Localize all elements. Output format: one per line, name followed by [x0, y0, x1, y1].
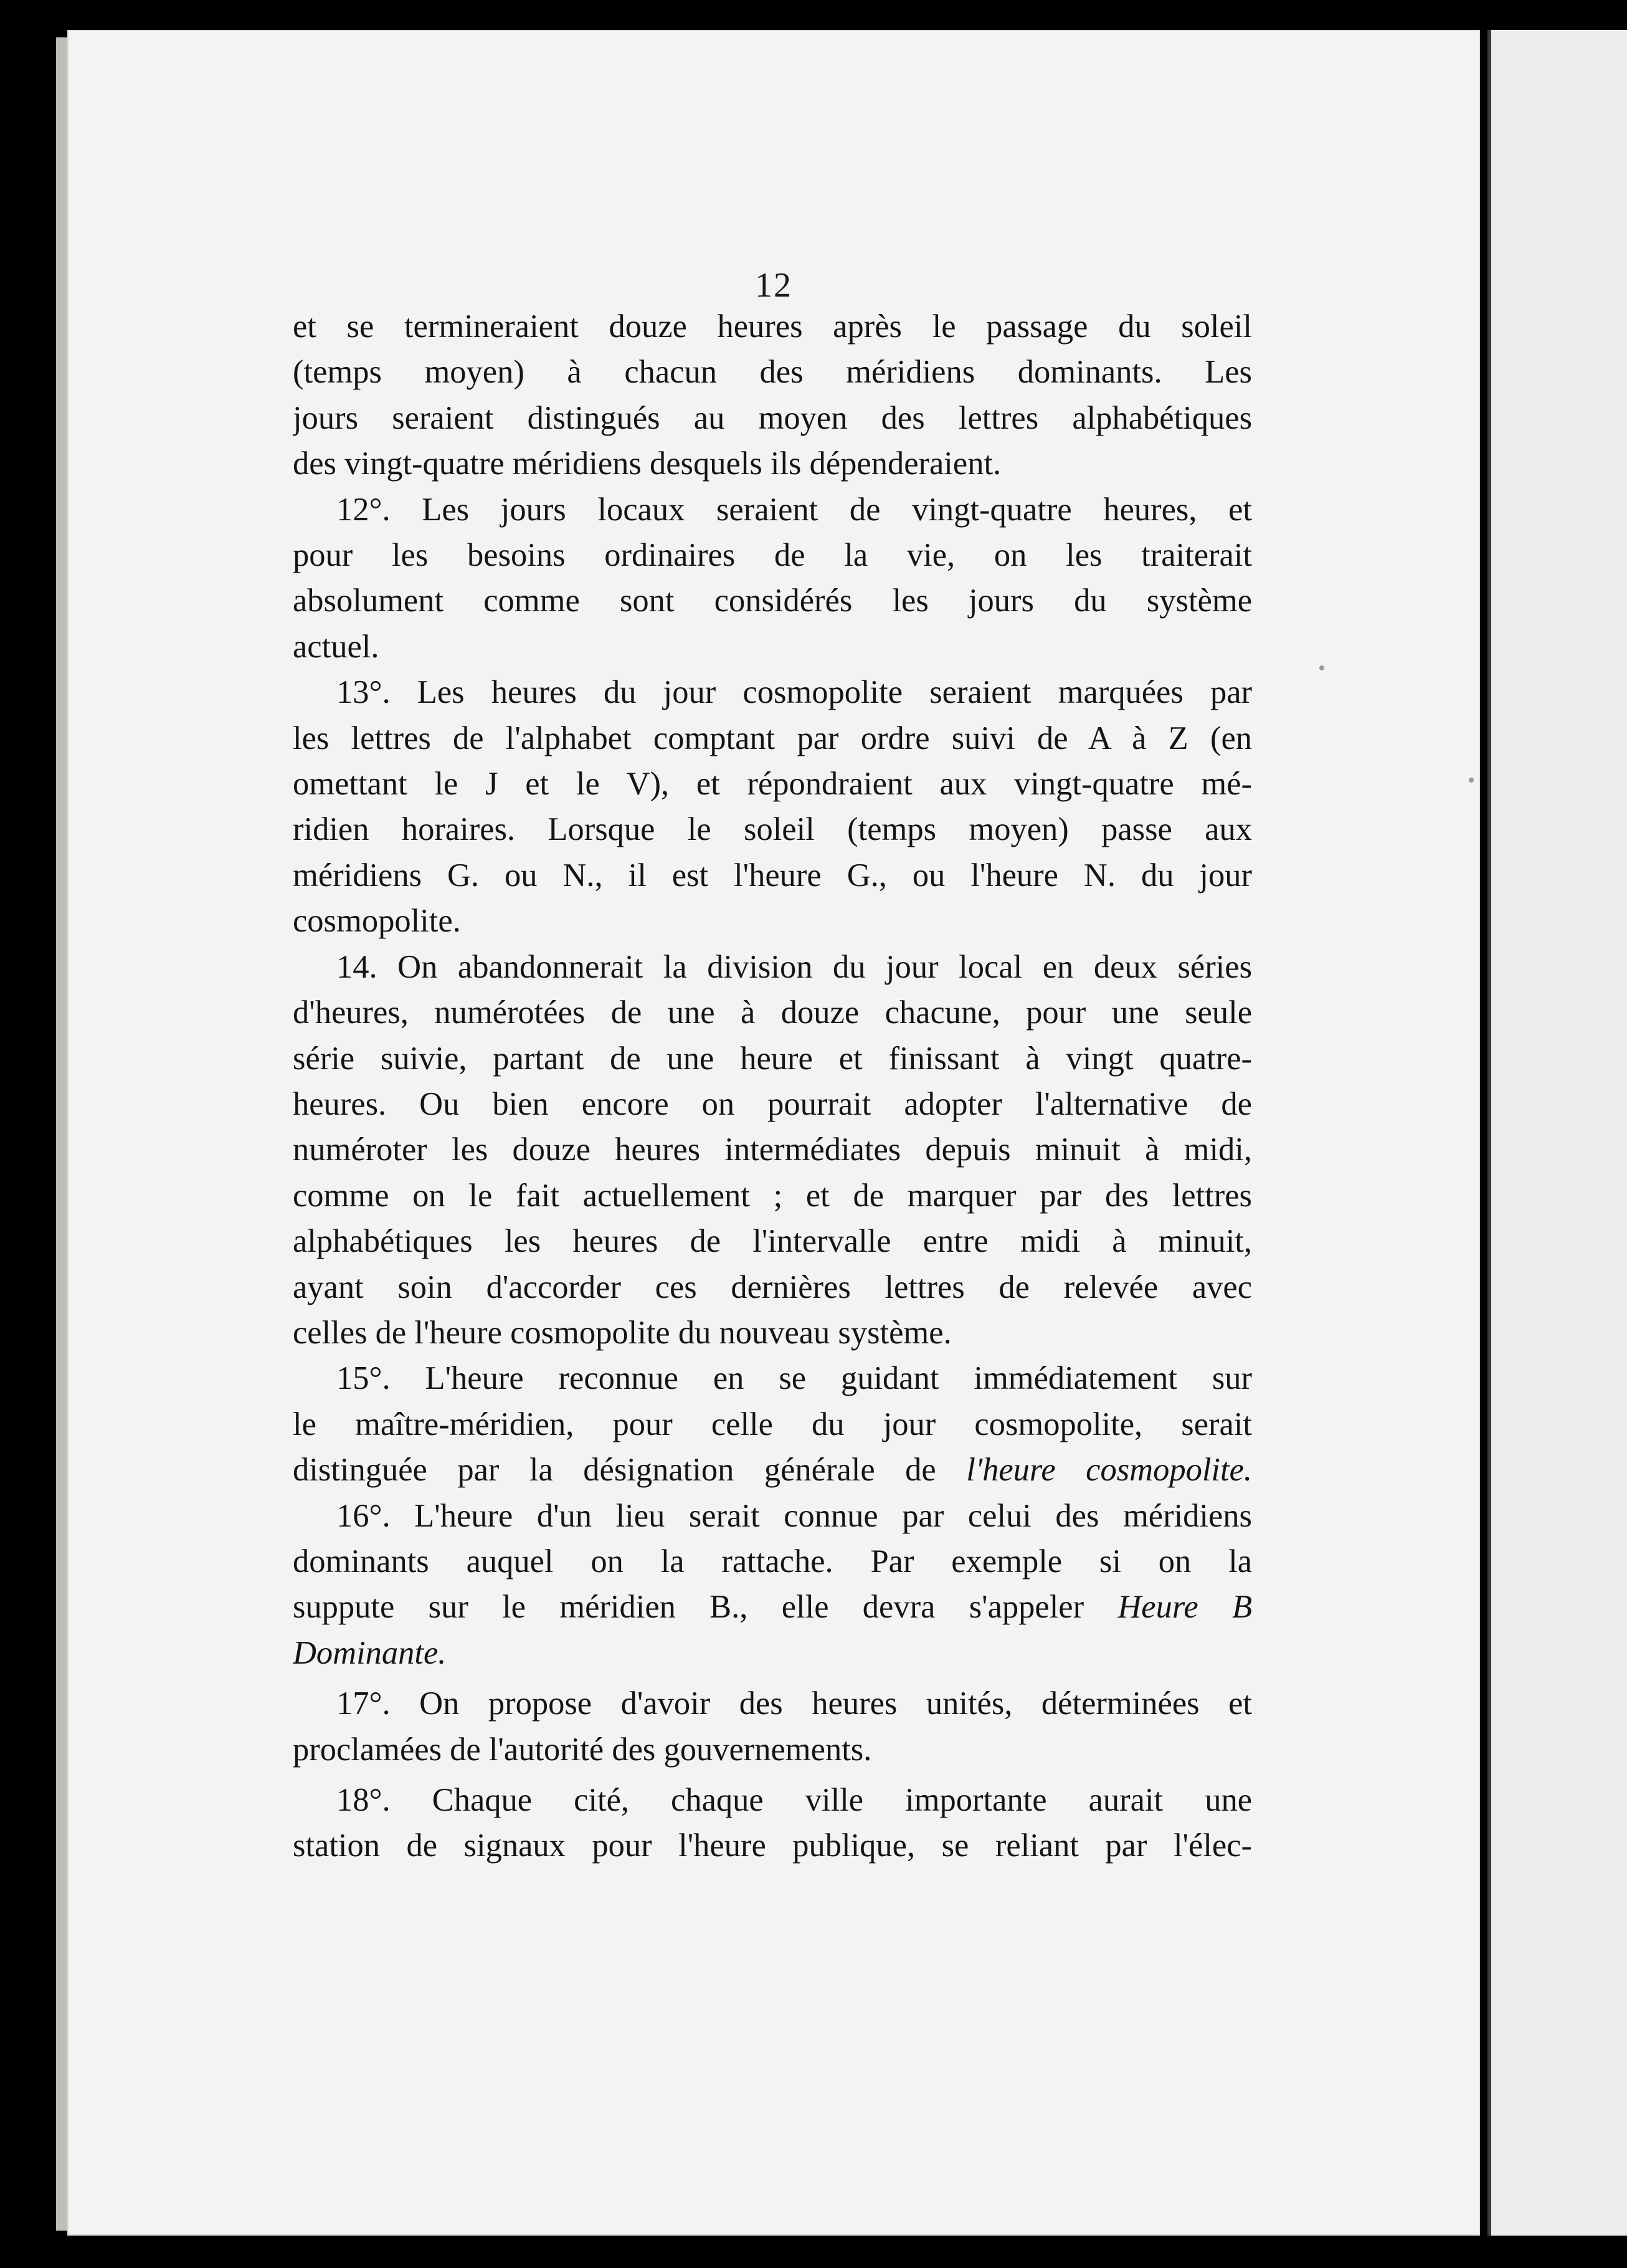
text-run: suppute sur le méridien B., elle devra s'appeler: [293, 1589, 1084, 1626]
text-line: heures. Ou bien encore on pourrait adopter l'alternative de: [293, 1085, 1252, 1122]
paragraph-17-start: 17°. On propose d'avoir des heures unités, déterminées et: [336, 1685, 1252, 1722]
text-line: ayant soin d'accorder ces dernières lettres de relevée avec: [293, 1269, 1252, 1305]
text-line: cosmopolite.: [293, 903, 461, 940]
text-line: proclamées de l'autorité des gouvernements.: [293, 1731, 872, 1768]
ink-speck: [1469, 778, 1474, 783]
paragraph-18-start: 18°. Chaque cité, chaque ville importante aurait une: [336, 1782, 1252, 1818]
text-line: et se termineraient douze heures après le passage du soleil: [293, 308, 1252, 345]
text-line: des vingt-quatre méridiens desquels ils dépenderaient.: [293, 446, 1002, 482]
text-line: les lettres de l'alphabet comptant par ordre suivi de A à Z (en: [293, 720, 1252, 756]
text-line: série suivie, partant de une heure et finissant à vingt quatre-: [293, 1040, 1252, 1077]
text-line: (temps moyen) à chacun des méridiens dominants. Les: [293, 354, 1252, 391]
text-line: dominants auquel on la rattache. Par exemple si on la: [293, 1543, 1252, 1580]
text-line: comme on le fait actuellement ; et de marquer par des lettres: [293, 1177, 1252, 1214]
text-line: [293, 1447, 1252, 1493]
paragraph-16-start: 16°. L'heure d'un lieu serait connue par celui des méridiens: [336, 1497, 1252, 1534]
text-line: actuel.: [293, 628, 379, 665]
paper-edge: [56, 37, 67, 2231]
facing-page: [1487, 30, 1627, 2236]
text-line: station de signaux pour l'heure publique, se reliant par l'élec-: [293, 1827, 1252, 1864]
text-line: ridien horaires. Lorsque le soleil (temps moyen) passe aux: [293, 811, 1252, 848]
text-line: absolument comme sont considérés les jours du système: [293, 583, 1252, 619]
ink-speck: [1319, 665, 1324, 670]
paragraph-12-start: 12°. Les jours locaux seraient de vingt-quatre heures, et: [336, 491, 1252, 528]
body-text: [293, 304, 1252, 1869]
text-line: celles de l'heure cosmopolite du nouveau système.: [293, 1314, 952, 1351]
paragraph-14-start: 14. On abandonnerait la division du jour local en deux séries: [336, 948, 1252, 985]
text-line: d'heures, numérotées de une à douze chacune, pour une seule: [293, 994, 1252, 1031]
text-line: alphabétiques les heures de l'intervalle entre midi à minuit,: [293, 1223, 1252, 1260]
page-number: 12: [755, 266, 792, 305]
text-line: jours seraient distingués au moyen des lettres alphabétiques: [293, 399, 1252, 436]
text-line: pour les besoins ordinaires de la vie, on les traiterait: [293, 537, 1252, 574]
italic-term: Heure B: [1117, 1589, 1252, 1626]
text-line: [293, 1584, 1252, 1630]
text-line: [293, 1631, 1252, 1676]
italic-term: Dominante.: [293, 1634, 447, 1671]
paragraph-13-start: 13°. Les heures du jour cosmopolite seraient marquées par: [336, 674, 1252, 711]
paragraph-15-start: 15°. L'heure reconnue en se guidant immédiatement sur: [336, 1360, 1252, 1397]
italic-term: l'heure cosmopolite.: [966, 1452, 1252, 1489]
text-line: le maître-méridien, pour celle du jour cosmopolite, serait: [293, 1406, 1252, 1442]
text-line: omettant le J et le V), et répondraient aux vingt-quatre mé-: [293, 766, 1252, 803]
text-run: distinguée par la désignation générale de: [293, 1452, 936, 1489]
text-line: numéroter les douze heures intermédiates depuis minuit à midi,: [293, 1132, 1252, 1168]
text-line: méridiens G. ou N., il est l'heure G., ou l'heure N. du jour: [293, 857, 1252, 893]
